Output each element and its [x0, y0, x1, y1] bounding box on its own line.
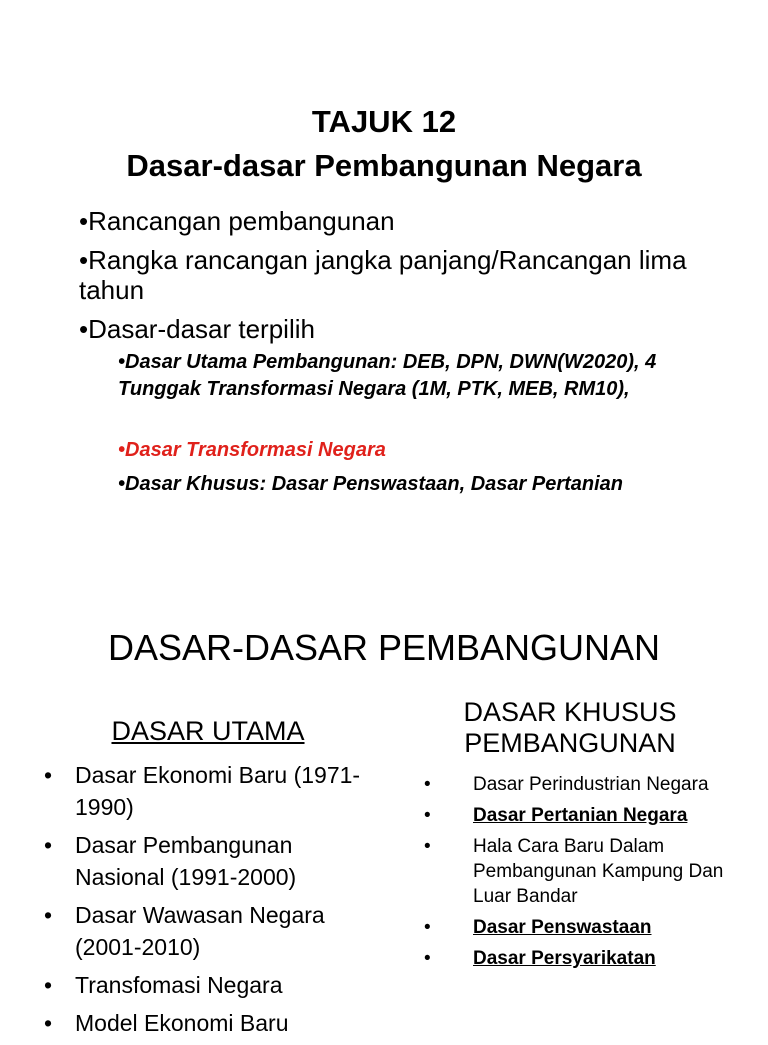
dasar-utama-list — [44, 759, 374, 1045]
sub-bullet-dasar-utama: •Dasar Utama Pembangunan: DEB, DPN, DWN(W2020), 4 Tunggak Transformasi Negara (1M, PTK, MEB, RM10), — [118, 351, 657, 400]
bullet-dot: • — [424, 805, 431, 826]
list-item: • Dasar Pertanian Negara — [424, 805, 688, 826]
sub-bullet-dasar-transformasi: •Dasar Transformasi Negara — [118, 439, 386, 461]
bullet-dot: • — [44, 762, 53, 788]
bullet-dot: • — [44, 1010, 53, 1036]
list-item: • Dasar Pembangunan Nasional (1991-2000) — [44, 829, 374, 893]
bullet-dasar-terpilih: •Dasar-dasar terpilih — [79, 314, 315, 344]
slide-1-title — [0, 100, 768, 188]
title-line-2: Dasar-dasar Pembangunan Negara — [126, 148, 642, 183]
list-item: • Hala Cara Baru Dalam Pembangunan Kampung Dan Luar Bandar — [424, 836, 724, 907]
dasar-khusus-list — [424, 772, 744, 977]
title-line-1: TAJUK 12 — [311, 104, 457, 139]
list-item: • Dasar Penswastaan — [424, 917, 652, 938]
right-heading-line-1: DASAR KHUSUS — [463, 697, 677, 727]
list-item: • Dasar Perindustrian Negara — [424, 774, 709, 795]
bullet-dot: • — [44, 902, 53, 928]
bullet-dot: • — [44, 972, 53, 998]
slide-2-title: DASAR-DASAR PEMBANGUNAN — [107, 627, 661, 668]
list-item: • Transfomasi Negara — [44, 969, 374, 1001]
slide-2 — [0, 576, 768, 1036]
bullet-dot: • — [424, 774, 431, 795]
bullet-dot: • — [424, 917, 431, 938]
left-column-heading — [60, 716, 356, 747]
left-heading-text: DASAR UTAMA — [111, 716, 305, 746]
list-item: • Model Ekonomi Baru — [44, 1007, 374, 1039]
bullet-dot: • — [424, 836, 431, 857]
list-item: • Dasar Persyarikatan — [424, 948, 656, 969]
right-column-heading — [410, 697, 730, 759]
bullet-rangka-rancangan: •Rangka rancangan jangka panjang/Rancangan lima tahun — [79, 245, 687, 305]
right-heading-line-2: PEMBANGUNAN — [464, 728, 676, 758]
list-item: • Dasar Ekonomi Baru (1971-1990) — [44, 759, 374, 823]
list-item: • Dasar Wawasan Negara (2001-2010) — [44, 899, 374, 963]
sub-bullet-dasar-khusus: •Dasar Khusus: Dasar Penswastaan, Dasar Pertanian — [118, 473, 623, 495]
bullet-dot: • — [44, 832, 53, 858]
bullet-dot: • — [424, 948, 431, 969]
bullet-rancangan-pembangunan: •Rancangan pembangunan — [79, 206, 395, 236]
